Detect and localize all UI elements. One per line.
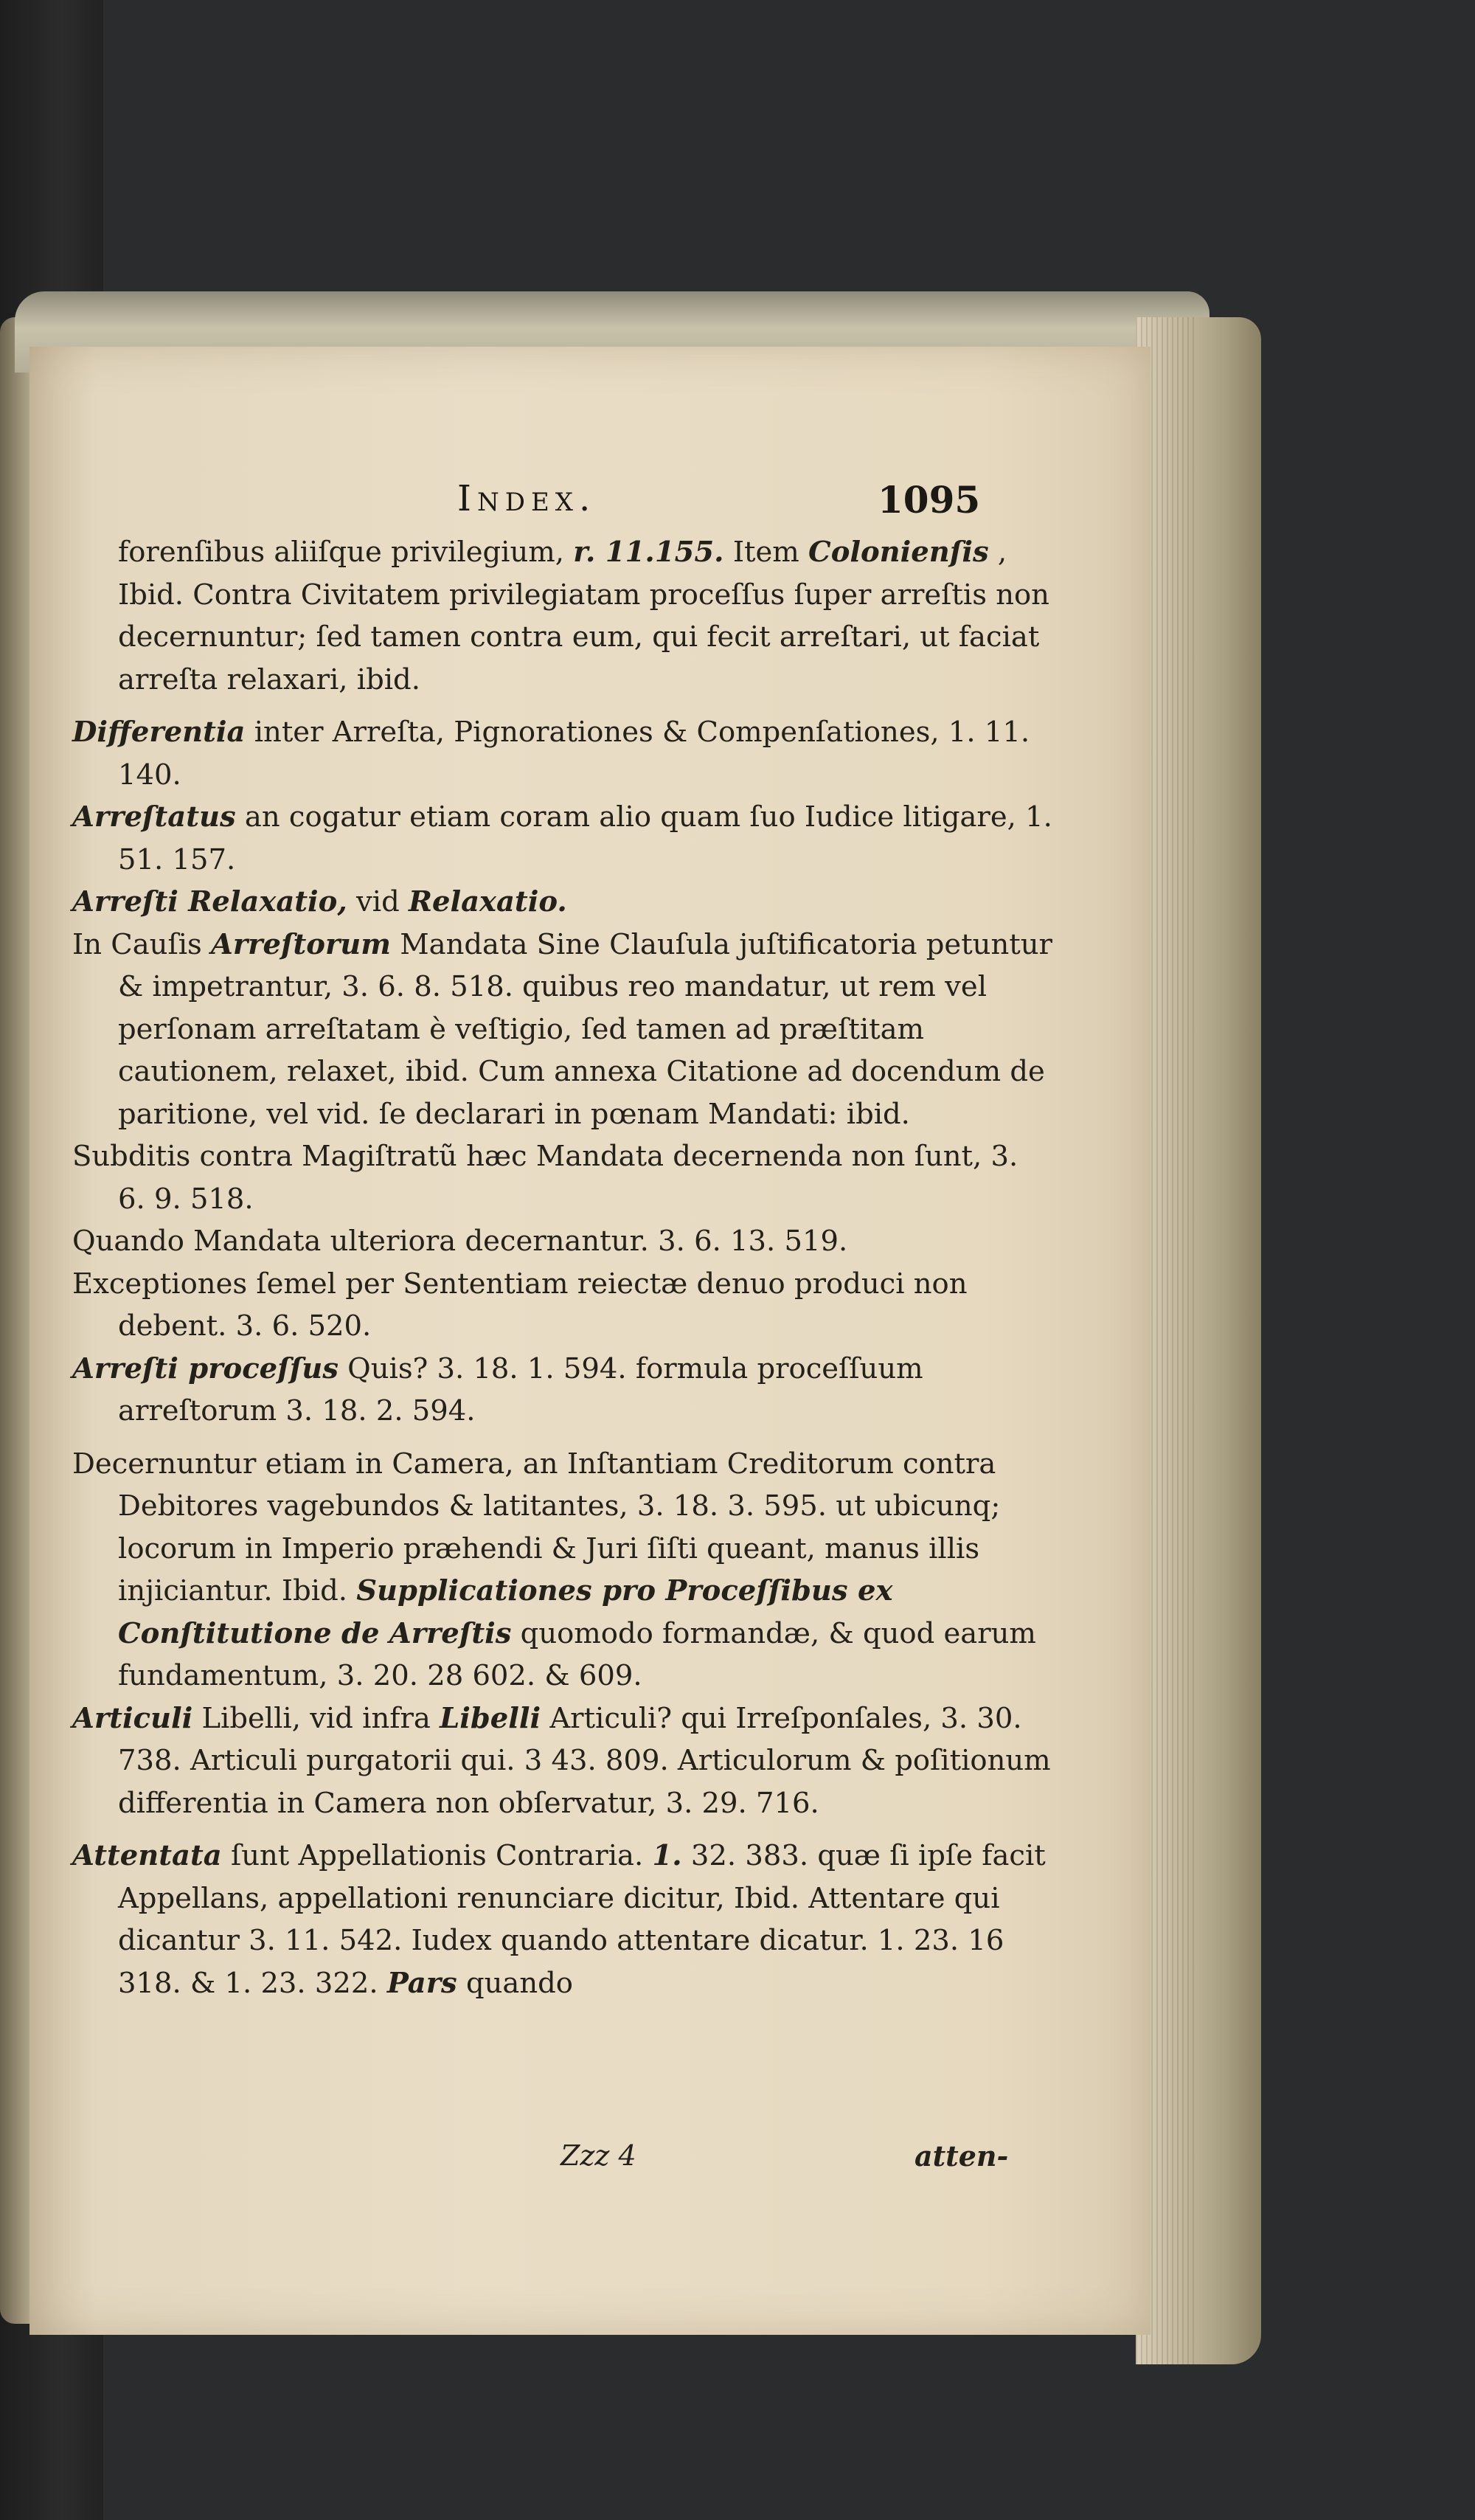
entry-text: Libelli, vid infra [192, 1701, 440, 1735]
index-entry [72, 924, 1053, 1136]
entry-reference: r. 11.155. [573, 536, 724, 569]
index-entry [72, 796, 1053, 881]
entry-text: inter Arreſta, Pignorationes & Compenſationes, 1. 11. 140. [118, 716, 1030, 792]
entry-text: Decernuntur etiam in Camera, an Inſtantiam Creditorum contra Debitores vagebundos & latitantes, 3. 18. 3. 595. ut ubicunq; locorum in Imperio præhendi & Juri ſiſti queant, manus illis injiciantur. Ibid. [72, 1447, 1001, 1607]
index-entry [72, 1443, 1053, 1697]
page-header [30, 478, 1150, 522]
book-fore-edge [1136, 317, 1261, 2364]
entry-text: Mandata Sine Clauſula juſtificatoria petuntur & impetrantur, 3. 6. 8. 518. quibus reo mandatur, ut rem vel perſonam arreſtatam è veſtigio, ſed tamen ad præſtitam cautionem, relaxet, ibid. Cum annexa Citatione ad docendum de paritione, vel vid. ſe declarari in pœnam Mandati: ibid. [118, 927, 1052, 1131]
entry-text: , Ibid. Contra Civitatem privilegiatam proceſſus ſuper arreſtis non decernuntur; ſed tamen contra eum, qui fecit arreſtari, ut faciat arreſta relaxari, ibid. [118, 536, 1049, 696]
book-page [30, 347, 1150, 2335]
entry-keyword: Differentia [72, 716, 246, 749]
entry-text: In Cauſis [72, 927, 212, 961]
index-entry [72, 881, 1053, 924]
entry-text: 32. 383. quæ ſi ipſe facit Appellans, appellationi renunciare dicitur, Ibid. Attentare qui dicantur 3. 11. 542. Iudex quando attentare dicatur. 1. 23. 16 318. & 1. 23. 322. [118, 1839, 1046, 2000]
entry-keyword: Relaxatio. [408, 885, 567, 918]
index-entry [72, 1348, 1053, 1433]
entry-text: Item [723, 536, 809, 569]
page-footer [30, 2139, 1150, 2184]
entry-text: forenſibus aliiſque privilegium, [118, 536, 574, 569]
entry-text: quomodo formandæ, & quod earum fundamentum, 3. 20. 28 602. & 609. [118, 1616, 1036, 1692]
entry-keyword: Arreſtatus [72, 800, 236, 834]
entry-keyword: Supplicationes pro Proceſſibus ex Conſtitutione de Arreſtis [118, 1574, 893, 1650]
entry-text: Quando Mandata ulteriora decernantur. 3. 6. 13. 519. [72, 1225, 848, 1258]
index-entry [72, 531, 1053, 701]
entry-text: Articuli? qui Irreſponſales, 3. 30. 738. Articuli purgatorii qui. 3 43. 809. Articulorum & poſitionum differentia in Camera non obſervatur, 3. 29. 716. [118, 1701, 1051, 1820]
entry-text: an cogatur etiam coram alio quam ſuo Iudice litigare, 1. 51. 157. [118, 800, 1052, 876]
entry-text: quando [457, 1966, 573, 2000]
index-entry [72, 1220, 1053, 1263]
page-number: 1095 [878, 478, 981, 522]
index-entry [72, 1697, 1053, 1825]
entry-keyword: Libelli [440, 1701, 541, 1735]
entry-keyword: Articuli [72, 1701, 193, 1735]
entry-text: vid [347, 885, 409, 918]
signature-mark: Zzz 4 [560, 2139, 636, 2172]
index-entry [72, 1835, 1053, 2004]
entry-text: Subditis contra Magiſtratũ hæc Mandata decernenda non ſunt, 3. 6. 9. 518. [72, 1140, 1018, 1216]
entry-keyword: Arreſti Relaxatio, [72, 885, 347, 918]
catchword: atten- [914, 2139, 1009, 2173]
entry-keyword: Attentata [72, 1839, 222, 1872]
entry-text: Exceptiones ſemel per Sententiam reiectæ denuo produci non debent. 3. 6. 520. [72, 1267, 968, 1343]
entry-keyword: Pars [386, 1966, 457, 2000]
index-entry [72, 1263, 1053, 1348]
entry-keyword: Arreſti proceſſus [72, 1351, 339, 1385]
entry-keyword: Arreſtorum [211, 927, 391, 961]
index-text [72, 531, 1053, 2004]
index-entry [72, 1135, 1053, 1220]
entry-text: ſunt Appellationis Contraria. [221, 1839, 653, 1872]
entry-reference: 1. [652, 1839, 682, 1872]
entry-keyword: Colonienſis [808, 536, 989, 569]
index-entry [72, 711, 1053, 796]
running-head: Index. [457, 478, 597, 519]
entry-text: Quis? 3. 18. 1. 594. formula proceſſuum arreſtorum 3. 18. 2. 594. [118, 1351, 923, 1427]
